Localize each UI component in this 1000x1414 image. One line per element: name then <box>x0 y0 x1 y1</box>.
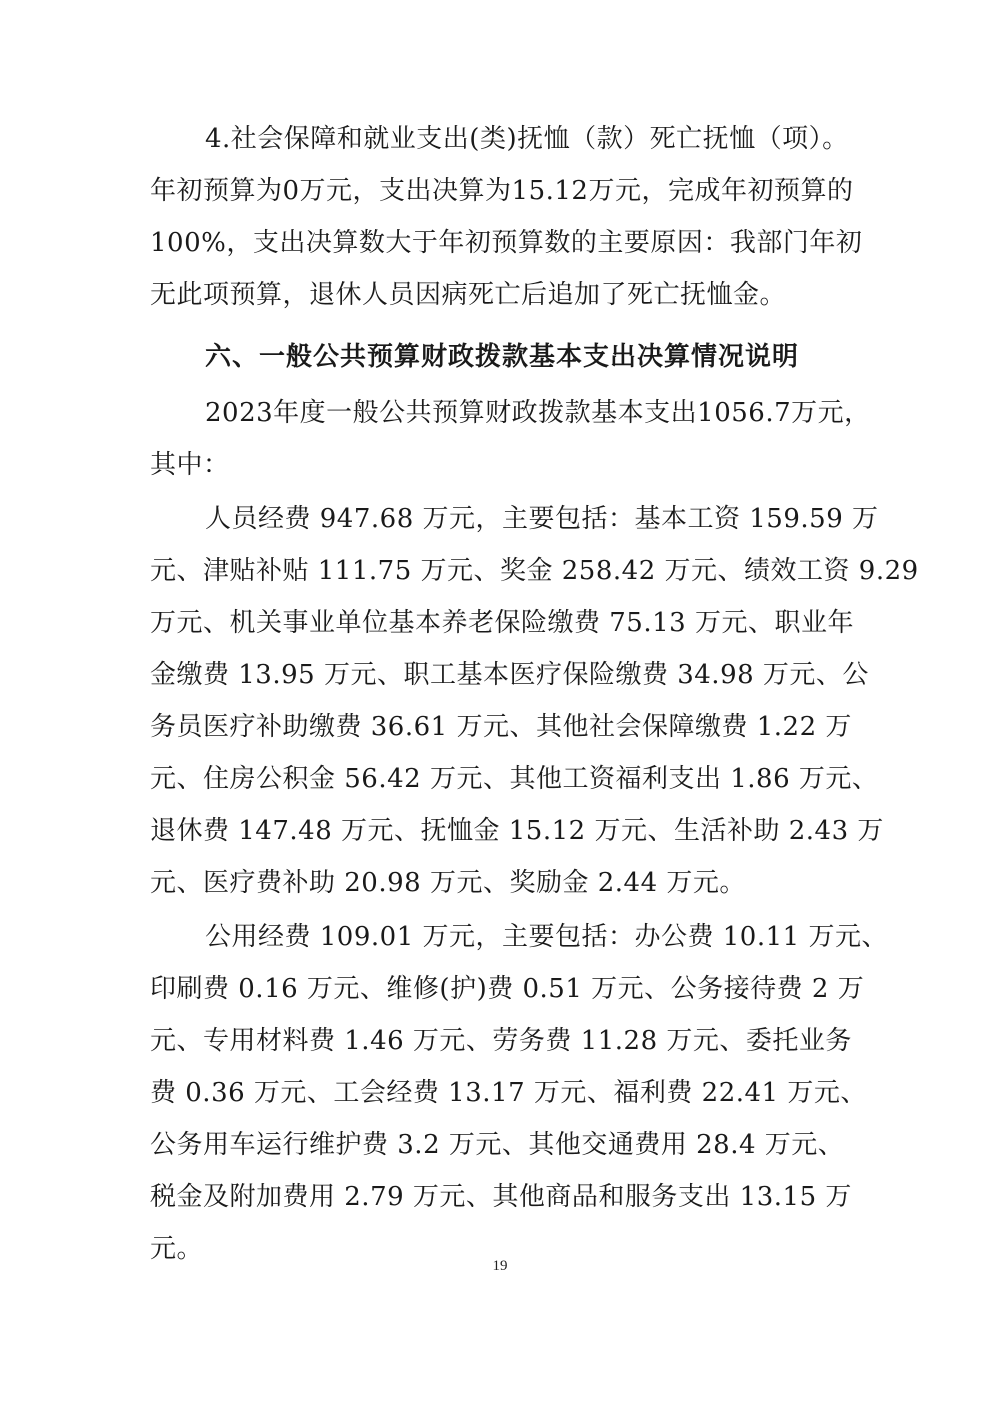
personnel-line-8: 元、医疗费补助 20.98 万元、奖励金 2.44 万元。 <box>150 868 746 898</box>
public-line-5: 公务用车运行维护费 3.2 万元、其他交通费用 28.4 万元、 <box>150 1130 845 1160</box>
item4-line-1: 4.社会保障和就业支出(类)抚恤（款）死亡抚恤（项）。 <box>205 124 849 154</box>
personnel-line-4: 金缴费 13.95 万元、职工基本医疗保险缴费 34.98 万元、公 <box>150 660 869 690</box>
public-line-7: 元。 <box>150 1234 204 1264</box>
personnel-line-1: 人员经费 947.68 万元，主要包括：基本工资 159.59 万 <box>205 504 879 534</box>
total-line-2: 其中： <box>150 450 230 480</box>
personnel-line-2: 元、津贴补贴 111.75 万元、奖金 258.42 万元、绩效工资 9.29 <box>150 556 919 586</box>
personnel-line-3: 万元、机关事业单位基本养老保险缴费 75.13 万元、职业年 <box>150 608 854 638</box>
public-line-3: 元、专用材料费 1.46 万元、劳务费 11.28 万元、委托业务 <box>150 1026 852 1056</box>
public-line-4: 费 0.36 万元、工会经费 13.17 万元、福利费 22.41 万元、 <box>150 1078 867 1108</box>
public-line-1: 公用经费 109.01 万元，主要包括：办公费 10.11 万元、 <box>205 922 888 952</box>
section-heading: 六、一般公共预算财政拨款基本支出决算情况说明 <box>205 342 800 372</box>
personnel-line-7: 退休费 147.48 万元、抚恤金 15.12 万元、生活补助 2.43 万 <box>150 816 884 846</box>
total-line-1: 2023年度一般公共预算财政拨款基本支出1056.7万元， <box>205 398 871 428</box>
public-line-2: 印刷费 0.16 万元、维修(护)费 0.51 万元、公务接待费 2 万 <box>150 974 865 1004</box>
item4-line-2: 年初预算为0万元，支出决算为15.12万元，完成年初预算的 <box>150 176 854 206</box>
public-line-6: 税金及附加费用 2.79 万元、其他商品和服务支出 13.15 万 <box>150 1182 852 1212</box>
item4-line-4: 无此项预算，退休人员因病死亡后追加了死亡抚恤金。 <box>150 280 787 310</box>
personnel-line-5: 务员医疗补助缴费 36.61 万元、其他社会保障缴费 1.22 万 <box>150 712 852 742</box>
item4-line-3: 100%，支出决算数大于年初预算数的主要原因：我部门年初 <box>150 228 863 258</box>
personnel-line-6: 元、住房公积金 56.42 万元、其他工资福利支出 1.86 万元、 <box>150 764 879 794</box>
page-number: 19 <box>492 1258 508 1274</box>
